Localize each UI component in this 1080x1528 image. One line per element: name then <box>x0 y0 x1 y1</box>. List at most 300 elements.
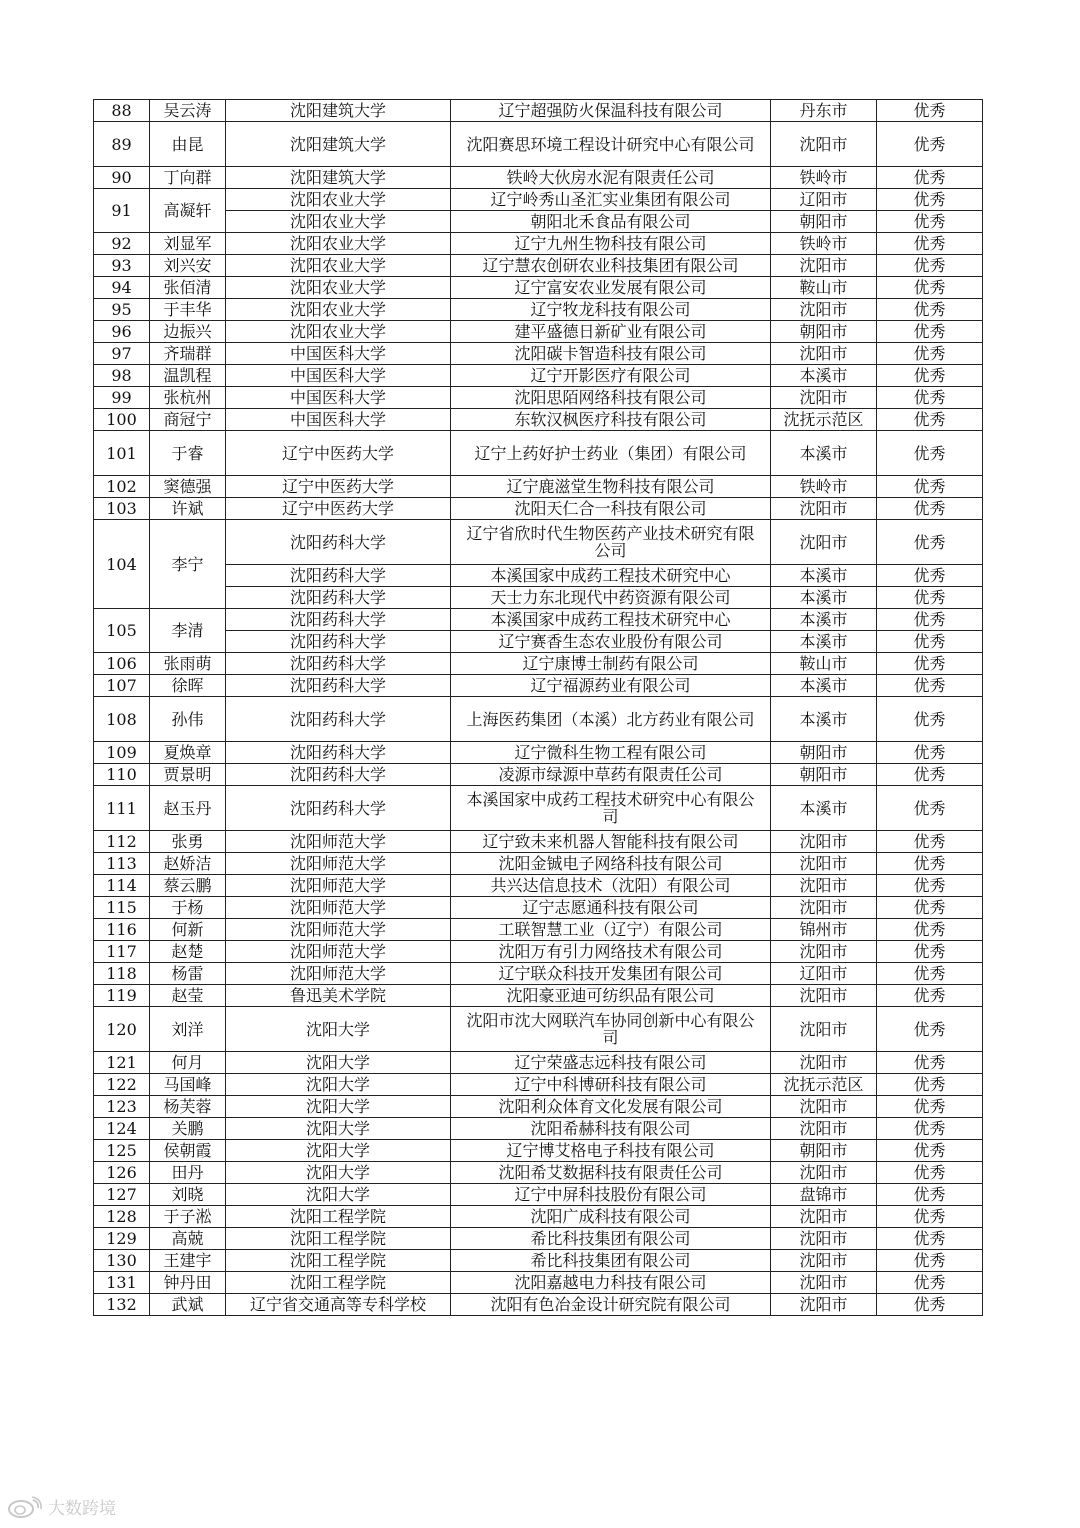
cell-grade: 优秀 <box>877 697 983 742</box>
cell-grade: 优秀 <box>877 853 983 875</box>
weibo-logo-icon <box>6 1496 42 1518</box>
cell-name: 刘兴安 <box>150 255 226 277</box>
cell-grade: 优秀 <box>877 941 983 963</box>
cell-company: 铁岭大伙房水泥有限责任公司 <box>451 167 771 189</box>
cell-company: 东软汉枫医疗科技有限公司 <box>451 409 771 431</box>
cell-school: 沈阳药科大学 <box>226 742 451 764</box>
cell-grade: 优秀 <box>877 831 983 853</box>
cell-no: 112 <box>94 831 150 853</box>
cell-city: 沈阳市 <box>771 1294 877 1316</box>
cell-name: 赵楚 <box>150 941 226 963</box>
cell-name: 于丰华 <box>150 299 226 321</box>
cell-name: 于睿 <box>150 431 226 476</box>
cell-city: 沈阳市 <box>771 941 877 963</box>
cell-grade: 优秀 <box>877 431 983 476</box>
table-row <box>94 742 983 764</box>
cell-name: 窦德强 <box>150 476 226 498</box>
cell-no: 128 <box>94 1206 150 1228</box>
cell-company: 建平盛德日新矿业有限公司 <box>451 321 771 343</box>
cell-company: 辽宁超强防火保温科技有限公司 <box>451 100 771 122</box>
cell-no: 121 <box>94 1052 150 1074</box>
cell-company: 辽宁赛香生态农业股份有限公司 <box>451 631 771 653</box>
cell-school: 沈阳大学 <box>226 1140 451 1162</box>
cell-company: 希比科技集团有限公司 <box>451 1228 771 1250</box>
awards-table <box>93 99 983 1316</box>
cell-name: 马国峰 <box>150 1074 226 1096</box>
cell-grade: 优秀 <box>877 167 983 189</box>
cell-company: 辽宁开影医疗有限公司 <box>451 365 771 387</box>
cell-name: 高兢 <box>150 1228 226 1250</box>
cell-grade: 优秀 <box>877 742 983 764</box>
cell-school: 沈阳药科大学 <box>226 697 451 742</box>
cell-name: 边振兴 <box>150 321 226 343</box>
cell-company: 辽宁岭秀山圣汇实业集团有限公司 <box>451 189 771 211</box>
table-row <box>94 1294 983 1316</box>
cell-city: 本溪市 <box>771 675 877 697</box>
cell-school: 沈阳药科大学 <box>226 631 451 653</box>
table-row <box>94 786 983 831</box>
cell-school: 沈阳师范大学 <box>226 963 451 985</box>
cell-city: 沈抚示范区 <box>771 409 877 431</box>
cell-school: 辽宁中医药大学 <box>226 431 451 476</box>
cell-name: 齐瑞群 <box>150 343 226 365</box>
cell-city: 沈阳市 <box>771 343 877 365</box>
cell-grade: 优秀 <box>877 1228 983 1250</box>
cell-name: 何月 <box>150 1052 226 1074</box>
cell-name: 丁向群 <box>150 167 226 189</box>
cell-grade: 优秀 <box>877 631 983 653</box>
table-body <box>94 100 983 1316</box>
cell-school: 沈阳师范大学 <box>226 875 451 897</box>
cell-company: 辽宁慧农创研农业科技集团有限公司 <box>451 255 771 277</box>
cell-city: 沈阳市 <box>771 1250 877 1272</box>
cell-no: 127 <box>94 1184 150 1206</box>
cell-grade: 优秀 <box>877 387 983 409</box>
cell-school: 沈阳工程学院 <box>226 1250 451 1272</box>
table-row <box>94 498 983 520</box>
cell-company: 辽宁上药好护士药业（集团）有限公司 <box>451 431 771 476</box>
cell-company: 辽宁省欣时代生物医药产业技术研究有限公司 <box>451 520 771 565</box>
cell-company: 上海医药集团（本溪）北方药业有限公司 <box>451 697 771 742</box>
cell-school: 沈阳大学 <box>226 1096 451 1118</box>
cell-company: 本溪国家中成药工程技术研究中心有限公司 <box>451 786 771 831</box>
table-row <box>94 277 983 299</box>
table-row <box>94 1140 983 1162</box>
cell-school: 中国医科大学 <box>226 387 451 409</box>
cell-company: 本溪国家中成药工程技术研究中心 <box>451 609 771 631</box>
watermark-text: 大数跨境 <box>48 1499 116 1519</box>
cell-city: 沈阳市 <box>771 875 877 897</box>
cell-company: 辽宁鹿滋堂生物科技有限公司 <box>451 476 771 498</box>
cell-company: 沈阳希艾数据科技有限责任公司 <box>451 1162 771 1184</box>
cell-name: 孙伟 <box>150 697 226 742</box>
cell-name: 商冠宁 <box>150 409 226 431</box>
table-row <box>94 764 983 786</box>
cell-school: 辽宁中医药大学 <box>226 476 451 498</box>
cell-grade: 优秀 <box>877 786 983 831</box>
table-row <box>94 985 983 1007</box>
cell-company: 辽宁志愿通科技有限公司 <box>451 897 771 919</box>
cell-no: 90 <box>94 167 150 189</box>
cell-name: 侯朝霞 <box>150 1140 226 1162</box>
cell-school: 沈阳师范大学 <box>226 941 451 963</box>
cell-no: 126 <box>94 1162 150 1184</box>
cell-name: 王建宇 <box>150 1250 226 1272</box>
cell-name: 温凯程 <box>150 365 226 387</box>
table-row <box>94 1007 983 1052</box>
table-row <box>94 520 983 565</box>
cell-company: 工联智慧工业（辽宁）有限公司 <box>451 919 771 941</box>
cell-school: 沈阳师范大学 <box>226 919 451 941</box>
cell-city: 本溪市 <box>771 565 877 587</box>
cell-school: 沈阳药科大学 <box>226 565 451 587</box>
cell-no: 124 <box>94 1118 150 1140</box>
cell-no: 105 <box>94 609 150 653</box>
cell-no: 110 <box>94 764 150 786</box>
cell-company: 本溪国家中成药工程技术研究中心 <box>451 565 771 587</box>
table-row <box>94 409 983 431</box>
cell-school: 中国医科大学 <box>226 343 451 365</box>
cell-city: 朝阳市 <box>771 1140 877 1162</box>
cell-name: 田丹 <box>150 1162 226 1184</box>
cell-grade: 优秀 <box>877 100 983 122</box>
table-row <box>94 1184 983 1206</box>
table-row <box>94 897 983 919</box>
cell-school: 沈阳药科大学 <box>226 653 451 675</box>
cell-name: 刘显军 <box>150 233 226 255</box>
cell-no: 104 <box>94 520 150 609</box>
cell-school: 沈阳师范大学 <box>226 853 451 875</box>
cell-city: 本溪市 <box>771 431 877 476</box>
cell-name: 于子淞 <box>150 1206 226 1228</box>
cell-grade: 优秀 <box>877 122 983 167</box>
cell-company: 辽宁康博士制药有限公司 <box>451 653 771 675</box>
cell-company: 沈阳万有引力网络技术有限公司 <box>451 941 771 963</box>
cell-grade: 优秀 <box>877 1007 983 1052</box>
cell-no: 103 <box>94 498 150 520</box>
cell-no: 115 <box>94 897 150 919</box>
cell-no: 100 <box>94 409 150 431</box>
cell-no: 95 <box>94 299 150 321</box>
cell-city: 沈阳市 <box>771 520 877 565</box>
cell-school: 沈阳工程学院 <box>226 1228 451 1250</box>
cell-name: 由昆 <box>150 122 226 167</box>
cell-grade: 优秀 <box>877 255 983 277</box>
cell-no: 109 <box>94 742 150 764</box>
cell-no: 89 <box>94 122 150 167</box>
table-row <box>94 631 983 653</box>
table-row <box>94 565 983 587</box>
cell-no: 97 <box>94 343 150 365</box>
cell-school: 沈阳大学 <box>226 1074 451 1096</box>
cell-no: 113 <box>94 853 150 875</box>
cell-no: 93 <box>94 255 150 277</box>
cell-city: 沈阳市 <box>771 831 877 853</box>
cell-city: 沈阳市 <box>771 255 877 277</box>
cell-school: 沈阳药科大学 <box>226 675 451 697</box>
cell-name: 张雨萌 <box>150 653 226 675</box>
cell-school: 沈阳药科大学 <box>226 609 451 631</box>
cell-grade: 优秀 <box>877 1184 983 1206</box>
cell-company: 沈阳有色冶金设计研究院有限公司 <box>451 1294 771 1316</box>
cell-school: 沈阳师范大学 <box>226 831 451 853</box>
cell-city: 鞍山市 <box>771 277 877 299</box>
cell-company: 沈阳市沈大网联汽车协同创新中心有限公司 <box>451 1007 771 1052</box>
cell-company: 沈阳广成科技有限公司 <box>451 1206 771 1228</box>
cell-city: 沈阳市 <box>771 985 877 1007</box>
cell-city: 沈阳市 <box>771 1272 877 1294</box>
table-row <box>94 1206 983 1228</box>
cell-grade: 优秀 <box>877 897 983 919</box>
cell-city: 本溪市 <box>771 587 877 609</box>
cell-grade: 优秀 <box>877 1052 983 1074</box>
cell-grade: 优秀 <box>877 1140 983 1162</box>
cell-name: 赵莹 <box>150 985 226 1007</box>
cell-company: 辽宁富安农业发展有限公司 <box>451 277 771 299</box>
cell-school: 辽宁中医药大学 <box>226 498 451 520</box>
cell-city: 鞍山市 <box>771 653 877 675</box>
cell-school: 沈阳农业大学 <box>226 189 451 211</box>
table-row <box>94 587 983 609</box>
cell-grade: 优秀 <box>877 1162 983 1184</box>
cell-name: 刘晓 <box>150 1184 226 1206</box>
cell-no: 116 <box>94 919 150 941</box>
cell-city: 沈抚示范区 <box>771 1074 877 1096</box>
cell-grade: 优秀 <box>877 299 983 321</box>
cell-grade: 优秀 <box>877 1272 983 1294</box>
cell-city: 沈阳市 <box>771 897 877 919</box>
cell-no: 118 <box>94 963 150 985</box>
cell-no: 131 <box>94 1272 150 1294</box>
cell-name: 蔡云鹏 <box>150 875 226 897</box>
cell-no: 101 <box>94 431 150 476</box>
cell-no: 107 <box>94 675 150 697</box>
cell-name: 武斌 <box>150 1294 226 1316</box>
cell-name: 许斌 <box>150 498 226 520</box>
cell-grade: 优秀 <box>877 1096 983 1118</box>
cell-no: 132 <box>94 1294 150 1316</box>
cell-city: 沈阳市 <box>771 498 877 520</box>
table-row <box>94 189 983 211</box>
cell-grade: 优秀 <box>877 1206 983 1228</box>
cell-school: 中国医科大学 <box>226 365 451 387</box>
cell-company: 沈阳金铖电子网络科技有限公司 <box>451 853 771 875</box>
cell-no: 98 <box>94 365 150 387</box>
cell-no: 96 <box>94 321 150 343</box>
cell-city: 锦州市 <box>771 919 877 941</box>
cell-grade: 优秀 <box>877 1250 983 1272</box>
cell-school: 沈阳药科大学 <box>226 786 451 831</box>
cell-no: 111 <box>94 786 150 831</box>
cell-company: 沈阳嘉越电力科技有限公司 <box>451 1272 771 1294</box>
cell-grade: 优秀 <box>877 875 983 897</box>
cell-grade: 优秀 <box>877 675 983 697</box>
table-row <box>94 255 983 277</box>
cell-name: 何新 <box>150 919 226 941</box>
cell-school: 中国医科大学 <box>226 409 451 431</box>
table-row <box>94 1250 983 1272</box>
cell-no: 129 <box>94 1228 150 1250</box>
cell-company: 辽宁微科生物工程有限公司 <box>451 742 771 764</box>
cell-grade: 优秀 <box>877 1294 983 1316</box>
cell-city: 沈阳市 <box>771 1118 877 1140</box>
cell-name: 李宁 <box>150 520 226 609</box>
cell-grade: 优秀 <box>877 365 983 387</box>
cell-city: 本溪市 <box>771 697 877 742</box>
cell-no: 125 <box>94 1140 150 1162</box>
cell-name: 高凝轩 <box>150 189 226 233</box>
cell-grade: 优秀 <box>877 520 983 565</box>
cell-company: 辽宁牧龙科技有限公司 <box>451 299 771 321</box>
table-row <box>94 609 983 631</box>
table-row <box>94 653 983 675</box>
cell-no: 92 <box>94 233 150 255</box>
table-row <box>94 875 983 897</box>
table-row <box>94 941 983 963</box>
cell-school: 沈阳农业大学 <box>226 255 451 277</box>
cell-school: 沈阳农业大学 <box>226 321 451 343</box>
cell-company: 沈阳思陌网络科技有限公司 <box>451 387 771 409</box>
cell-no: 114 <box>94 875 150 897</box>
cell-school: 沈阳建筑大学 <box>226 167 451 189</box>
cell-grade: 优秀 <box>877 343 983 365</box>
cell-name: 刘洋 <box>150 1007 226 1052</box>
cell-name: 关鹏 <box>150 1118 226 1140</box>
cell-city: 朝阳市 <box>771 321 877 343</box>
cell-school: 沈阳农业大学 <box>226 277 451 299</box>
cell-no: 99 <box>94 387 150 409</box>
cell-school: 沈阳大学 <box>226 1162 451 1184</box>
cell-company: 辽宁联众科技开发集团有限公司 <box>451 963 771 985</box>
cell-grade: 优秀 <box>877 277 983 299</box>
cell-city: 铁岭市 <box>771 233 877 255</box>
cell-city: 本溪市 <box>771 609 877 631</box>
cell-grade: 优秀 <box>877 565 983 587</box>
cell-name: 徐晖 <box>150 675 226 697</box>
table-row <box>94 321 983 343</box>
table-row <box>94 100 983 122</box>
cell-grade: 优秀 <box>877 1118 983 1140</box>
cell-grade: 优秀 <box>877 587 983 609</box>
cell-company: 辽宁致未来机器人智能科技有限公司 <box>451 831 771 853</box>
cell-city: 朝阳市 <box>771 742 877 764</box>
cell-name: 张佰清 <box>150 277 226 299</box>
cell-grade: 优秀 <box>877 963 983 985</box>
cell-company: 凌源市绿源中草药有限责任公司 <box>451 764 771 786</box>
cell-city: 本溪市 <box>771 786 877 831</box>
cell-city: 沈阳市 <box>771 299 877 321</box>
table-row <box>94 233 983 255</box>
cell-city: 沈阳市 <box>771 1162 877 1184</box>
cell-city: 本溪市 <box>771 365 877 387</box>
cell-no: 91 <box>94 189 150 233</box>
cell-school: 沈阳农业大学 <box>226 233 451 255</box>
cell-grade: 优秀 <box>877 609 983 631</box>
cell-grade: 优秀 <box>877 409 983 431</box>
cell-name: 张杭州 <box>150 387 226 409</box>
cell-no: 117 <box>94 941 150 963</box>
cell-company: 辽宁九州生物科技有限公司 <box>451 233 771 255</box>
cell-grade: 优秀 <box>877 233 983 255</box>
cell-company: 辽宁福源药业有限公司 <box>451 675 771 697</box>
cell-school: 沈阳农业大学 <box>226 211 451 233</box>
cell-no: 120 <box>94 1007 150 1052</box>
table-row <box>94 1272 983 1294</box>
table-row <box>94 167 983 189</box>
cell-school: 沈阳工程学院 <box>226 1206 451 1228</box>
cell-city: 沈阳市 <box>771 122 877 167</box>
table-row <box>94 1052 983 1074</box>
table-row <box>94 1118 983 1140</box>
cell-grade: 优秀 <box>877 985 983 1007</box>
cell-name: 李清 <box>150 609 226 653</box>
cell-grade: 优秀 <box>877 321 983 343</box>
table-row <box>94 343 983 365</box>
cell-school: 沈阳大学 <box>226 1184 451 1206</box>
table-row <box>94 211 983 233</box>
cell-school: 沈阳师范大学 <box>226 897 451 919</box>
cell-grade: 优秀 <box>877 764 983 786</box>
cell-school: 沈阳建筑大学 <box>226 122 451 167</box>
cell-no: 106 <box>94 653 150 675</box>
cell-company: 沈阳利众体育文化发展有限公司 <box>451 1096 771 1118</box>
table-row <box>94 675 983 697</box>
cell-school: 沈阳大学 <box>226 1052 451 1074</box>
watermark <box>6 1494 116 1519</box>
cell-city: 辽阳市 <box>771 189 877 211</box>
cell-no: 108 <box>94 697 150 742</box>
cell-company: 沈阳天仁合一科技有限公司 <box>451 498 771 520</box>
table-row <box>94 919 983 941</box>
table-row <box>94 122 983 167</box>
cell-no: 130 <box>94 1250 150 1272</box>
cell-company: 辽宁中屏科技股份有限公司 <box>451 1184 771 1206</box>
cell-name: 夏焕章 <box>150 742 226 764</box>
cell-grade: 优秀 <box>877 498 983 520</box>
cell-company: 共兴达信息技术（沈阳）有限公司 <box>451 875 771 897</box>
cell-school: 沈阳大学 <box>226 1007 451 1052</box>
cell-company: 朝阳北禾食品有限公司 <box>451 211 771 233</box>
cell-company: 希比科技集团有限公司 <box>451 1250 771 1272</box>
cell-grade: 优秀 <box>877 211 983 233</box>
cell-school: 沈阳农业大学 <box>226 299 451 321</box>
table-row <box>94 431 983 476</box>
cell-grade: 优秀 <box>877 476 983 498</box>
table-row <box>94 853 983 875</box>
cell-city: 盘锦市 <box>771 1184 877 1206</box>
cell-no: 119 <box>94 985 150 1007</box>
cell-name: 赵玉丹 <box>150 786 226 831</box>
cell-company: 辽宁博艾格电子科技有限公司 <box>451 1140 771 1162</box>
table-row <box>94 1162 983 1184</box>
cell-grade: 优秀 <box>877 189 983 211</box>
cell-city: 沈阳市 <box>771 1096 877 1118</box>
cell-no: 88 <box>94 100 150 122</box>
cell-school: 沈阳药科大学 <box>226 520 451 565</box>
cell-city: 本溪市 <box>771 631 877 653</box>
cell-name: 赵娇洁 <box>150 853 226 875</box>
table-row <box>94 963 983 985</box>
cell-company: 辽宁中科博研科技有限公司 <box>451 1074 771 1096</box>
cell-grade: 优秀 <box>877 653 983 675</box>
cell-name: 钟丹田 <box>150 1272 226 1294</box>
cell-grade: 优秀 <box>877 919 983 941</box>
cell-name: 吴云涛 <box>150 100 226 122</box>
cell-school: 沈阳建筑大学 <box>226 100 451 122</box>
cell-company: 沈阳赛思环境工程设计研究中心有限公司 <box>451 122 771 167</box>
cell-school: 沈阳工程学院 <box>226 1272 451 1294</box>
table-row <box>94 1228 983 1250</box>
